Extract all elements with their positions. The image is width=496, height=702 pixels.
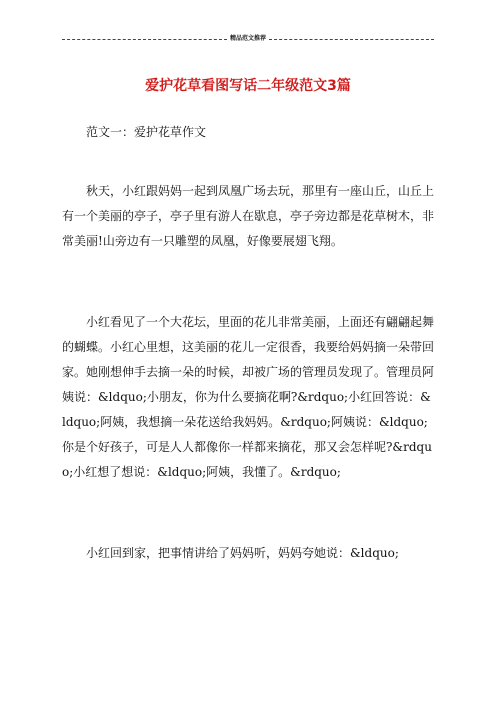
document-body xyxy=(62,120,434,566)
section-subtitle: 范文一：爱护花草作文 xyxy=(86,125,207,139)
paragraph-1: 秋天，小红跟妈妈一起到凤凰广场去玩，那里有一座山丘，山丘上有一个美丽的亭子，亭子里有游人在歇息，亭子旁边都是花草树木，非常美丽!山旁边有一只雕塑的凤凰，好像要展翅飞翔。 xyxy=(62,184,435,248)
header-label: 精品范文推荐 xyxy=(230,35,267,42)
header-right-rule xyxy=(269,39,434,40)
page-header xyxy=(62,34,434,44)
paragraph-3: 小红回到家，把事情讲给了妈妈听，妈妈夸她说：&ldquo; xyxy=(86,546,399,560)
document-title: 爱护花草看图写话二年级范文3篇 xyxy=(145,78,351,94)
header-left-rule xyxy=(62,39,227,40)
paragraph-2: 小红看见了一个大花坛，里面的花儿非常美丽，上面还有翩翩起舞的蝴蝶。小红心里想，这美丽的花儿一定很香，我要给妈妈摘一朵带回家。她刚想伸手去摘一朵的时候，却被广场的管理员发现了。管理员阿姨说：&ldquo;小朋友，你为什么要摘花啊?&rdquo;小红回答说：&ldquo;阿姨，我想摘一朵花送给我妈妈。&rdquo;阿姨说：&ldquo;你是个好孩子，可是人人都像你一样都来摘花，那又会怎样呢?&rdquo;小红想了想说：&ldquo;阿姨，我懂了。&rdquo; xyxy=(62,315,435,479)
